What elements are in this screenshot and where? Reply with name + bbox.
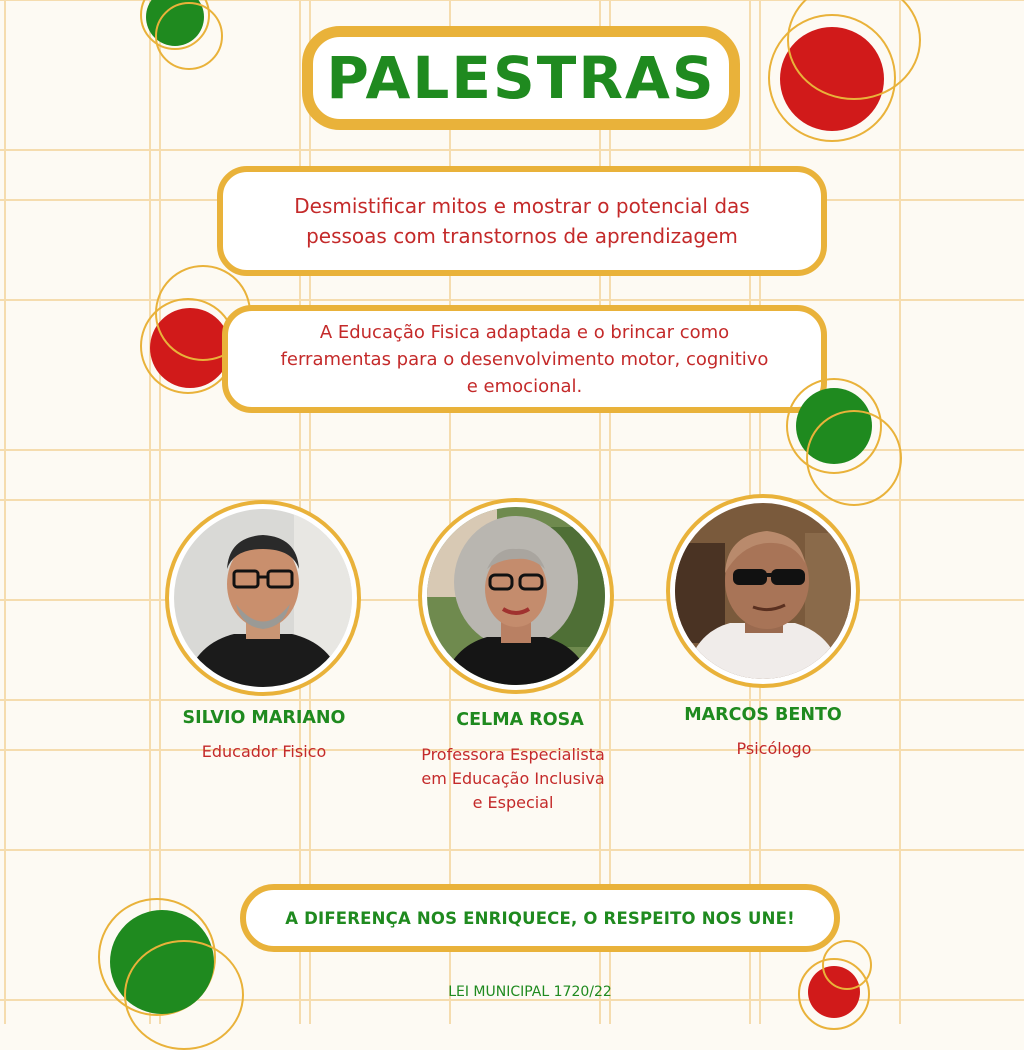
speaker-name-celma: CELMA ROSA <box>456 710 584 730</box>
subtitle-box-2 <box>222 305 827 413</box>
speaker-photo-marcos <box>666 494 860 688</box>
decor-ring-mid-right-2 <box>806 410 902 506</box>
subtitle-box-1 <box>217 166 827 276</box>
law-reference: LEI MUNICIPAL 1720/22 <box>448 984 612 1000</box>
decor-ring-bottom-left-2 <box>124 940 244 1050</box>
speaker-name-marcos: MARCOS BENTO <box>684 705 842 725</box>
decor-ring-bottom-right-2 <box>822 940 872 990</box>
subtitle-1: Desmistificar mitos e mostrar o potencial das pessoas com transtornos de aprendizagem <box>294 194 750 248</box>
motto-text: A DIFERENÇA NOS ENRIQUECE, O RESPEITO NOS UNE! <box>285 908 795 928</box>
page-title: PALESTRAS <box>326 44 716 112</box>
avatar <box>174 509 352 687</box>
decor-ring-top-left-2 <box>155 2 223 70</box>
speaker-role-marcos: Psicólogo <box>736 739 812 758</box>
speaker-role-celma: Professora Especialista em Educação Inclusiva e Especial <box>421 745 605 812</box>
subtitle-2: A Educação Fisica adaptada e o brincar como ferramentas para o desenvolvimento motor, cognitivo e emocional. <box>280 321 769 397</box>
avatar <box>675 503 851 679</box>
speaker-role-silvio: Educador Fisico <box>201 742 327 761</box>
motto-banner <box>240 884 840 952</box>
title-banner <box>302 26 740 130</box>
speaker-photo-silvio <box>165 500 361 696</box>
speaker-name-silvio: SILVIO MARIANO <box>182 708 346 728</box>
avatar <box>427 507 605 685</box>
speaker-photo-celma <box>418 498 614 694</box>
